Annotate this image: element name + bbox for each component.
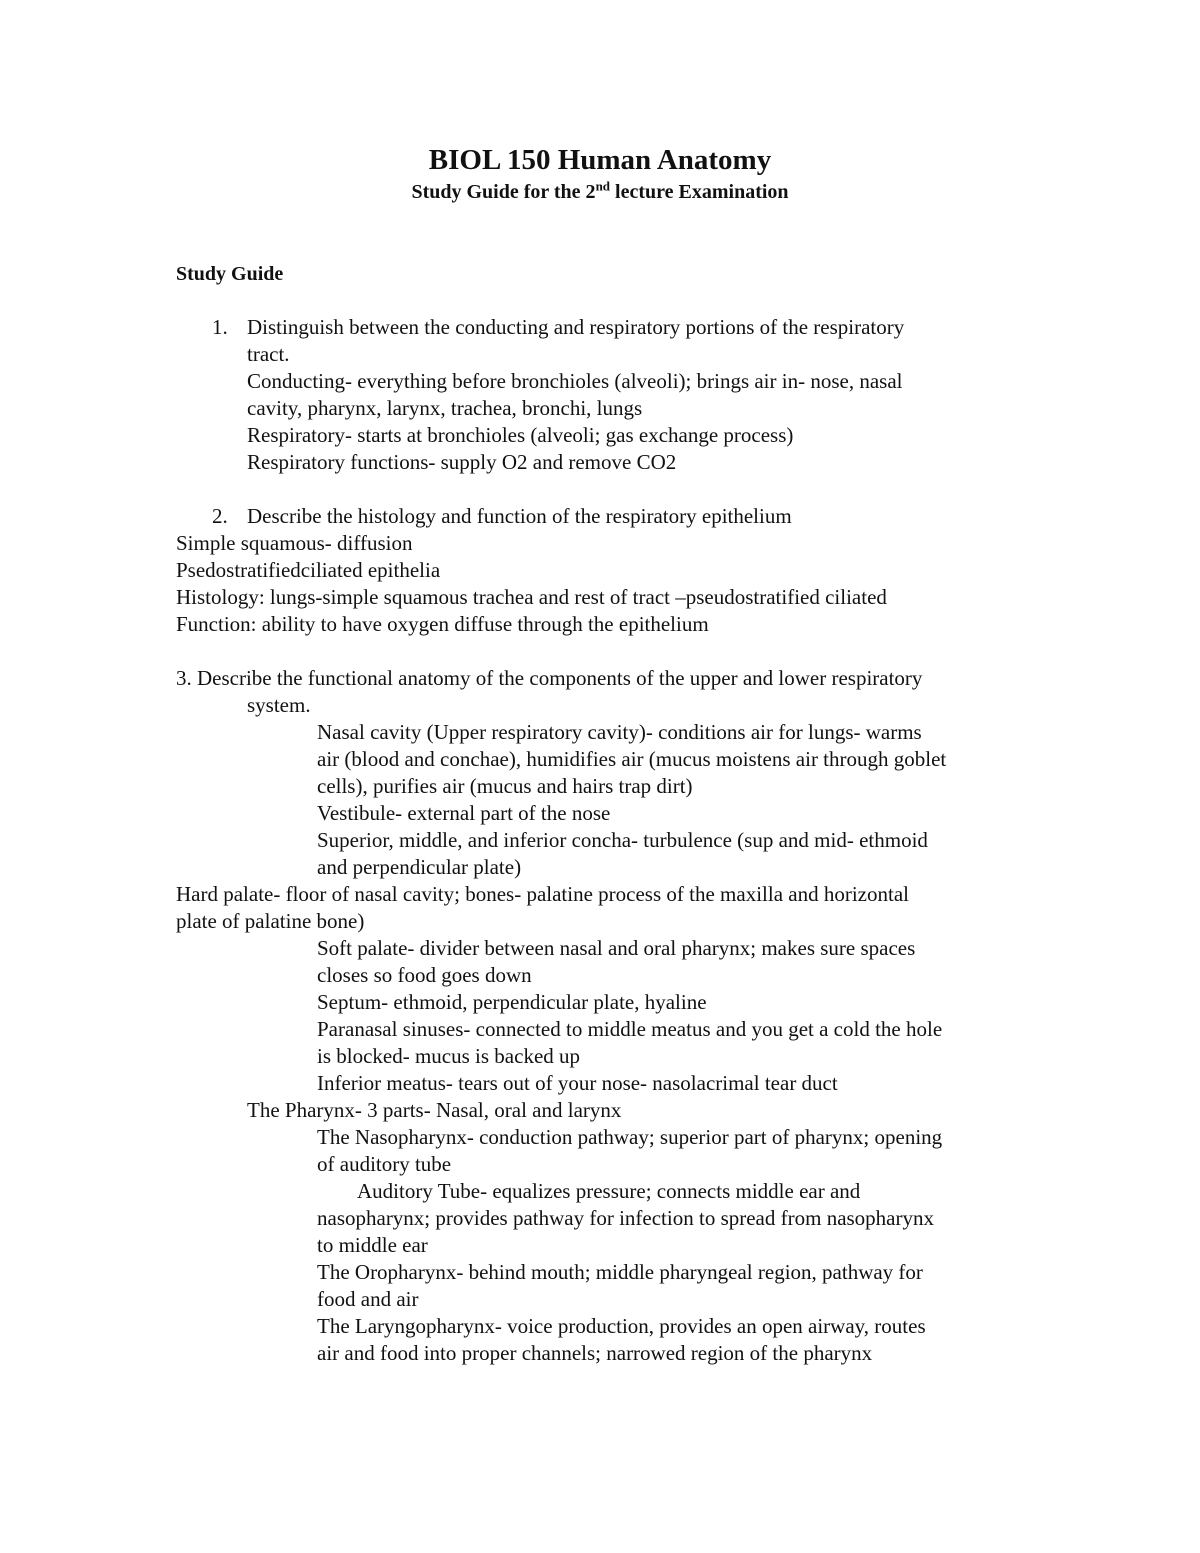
body-line: The Nasopharynx- conduction pathway; superior part of pharynx; opening xyxy=(317,1125,943,1149)
body-line: Function: ability to have oxygen diffuse through the epithelium xyxy=(176,612,709,636)
body-line: Psedostratifiedciliated epithelia xyxy=(176,558,441,582)
body-line: plate of palatine bone) xyxy=(176,909,365,933)
body-line: Simple squamous- diffusion xyxy=(176,531,413,555)
body-line: to middle ear xyxy=(317,1233,428,1257)
body-line: Septum- ethmoid, perpendicular plate, hyaline xyxy=(317,990,707,1014)
body-line: Hard palate- floor of nasal cavity; bones- palatine process of the maxilla and horizontal xyxy=(176,882,909,906)
body-line: system. xyxy=(247,693,311,717)
list-item-line: Respiratory- starts at bronchioles (alveoli; gas exchange process) xyxy=(247,423,794,447)
body-line: Histology: lungs-simple squamous trachea and rest of tract –pseudostratified ciliated xyxy=(176,585,887,609)
body-line: nasopharynx; provides pathway for infection to spread from nasopharynx xyxy=(317,1206,934,1230)
body-line: Auditory Tube- equalizes pressure; connects middle ear and xyxy=(357,1179,861,1203)
list-item-line: Describe the histology and function of the respiratory epithelium xyxy=(247,504,792,528)
subtitle-text-end: lecture Examination xyxy=(610,181,789,203)
body-line: and perpendicular plate) xyxy=(317,855,522,879)
list-item-line: Conducting- everything before bronchioles (alveoli); brings air in- nose, nasal xyxy=(247,369,903,393)
body-line: cells), purifies air (mucus and hairs trap dirt) xyxy=(317,774,693,798)
body-line: Inferior meatus- tears out of your nose- nasolacrimal tear duct xyxy=(317,1071,838,1095)
list-number: 1. xyxy=(212,315,228,339)
body-line: Nasal cavity (Upper respiratory cavity)- conditions air for lungs- warms xyxy=(317,720,922,744)
document-subtitle xyxy=(0,179,1200,205)
list-number: 2. xyxy=(212,504,228,528)
list-item-line: Distinguish between the conducting and respiratory portions of the respiratory xyxy=(247,315,905,339)
body-line: 3. Describe the functional anatomy of the components of the upper and lower respiratory xyxy=(176,666,923,690)
document-title: BIOL 150 Human Anatomy xyxy=(428,144,772,176)
body-line: Vestibule- external part of the nose xyxy=(317,801,611,825)
section-heading: Study Guide xyxy=(176,263,284,285)
subtitle-superscript: nd xyxy=(595,178,611,194)
body-line: is blocked- mucus is backed up xyxy=(317,1044,581,1068)
body-line: The Pharynx- 3 parts- Nasal, oral and larynx xyxy=(247,1098,622,1122)
body-line: air (blood and conchae), humidifies air (mucus moistens air through goblet xyxy=(317,747,947,771)
body-line: Paranasal sinuses- connected to middle meatus and you get a cold the hole xyxy=(317,1017,943,1041)
body-line: The Laryngopharynx- voice production, provides an open airway, routes xyxy=(317,1314,926,1338)
body-line: food and air xyxy=(317,1287,419,1311)
body-line: The Oropharynx- behind mouth; middle pharyngeal region, pathway for xyxy=(317,1260,923,1284)
subtitle-text: Study Guide for the 2 xyxy=(411,181,596,203)
list-item-line: cavity, pharynx, larynx, trachea, bronchi, lungs xyxy=(247,396,643,420)
body-line: of auditory tube xyxy=(317,1152,452,1176)
list-item-line: Respiratory functions- supply O2 and remove CO2 xyxy=(247,450,677,474)
body-line: Soft palate- divider between nasal and oral pharynx; makes sure spaces xyxy=(317,936,916,960)
body-line: Superior, middle, and inferior concha- turbulence (sup and mid- ethmoid xyxy=(317,828,928,852)
body-line: air and food into proper channels; narrowed region of the pharynx xyxy=(317,1341,873,1365)
list-item-line: tract. xyxy=(247,342,290,366)
body-line: closes so food goes down xyxy=(317,963,532,987)
